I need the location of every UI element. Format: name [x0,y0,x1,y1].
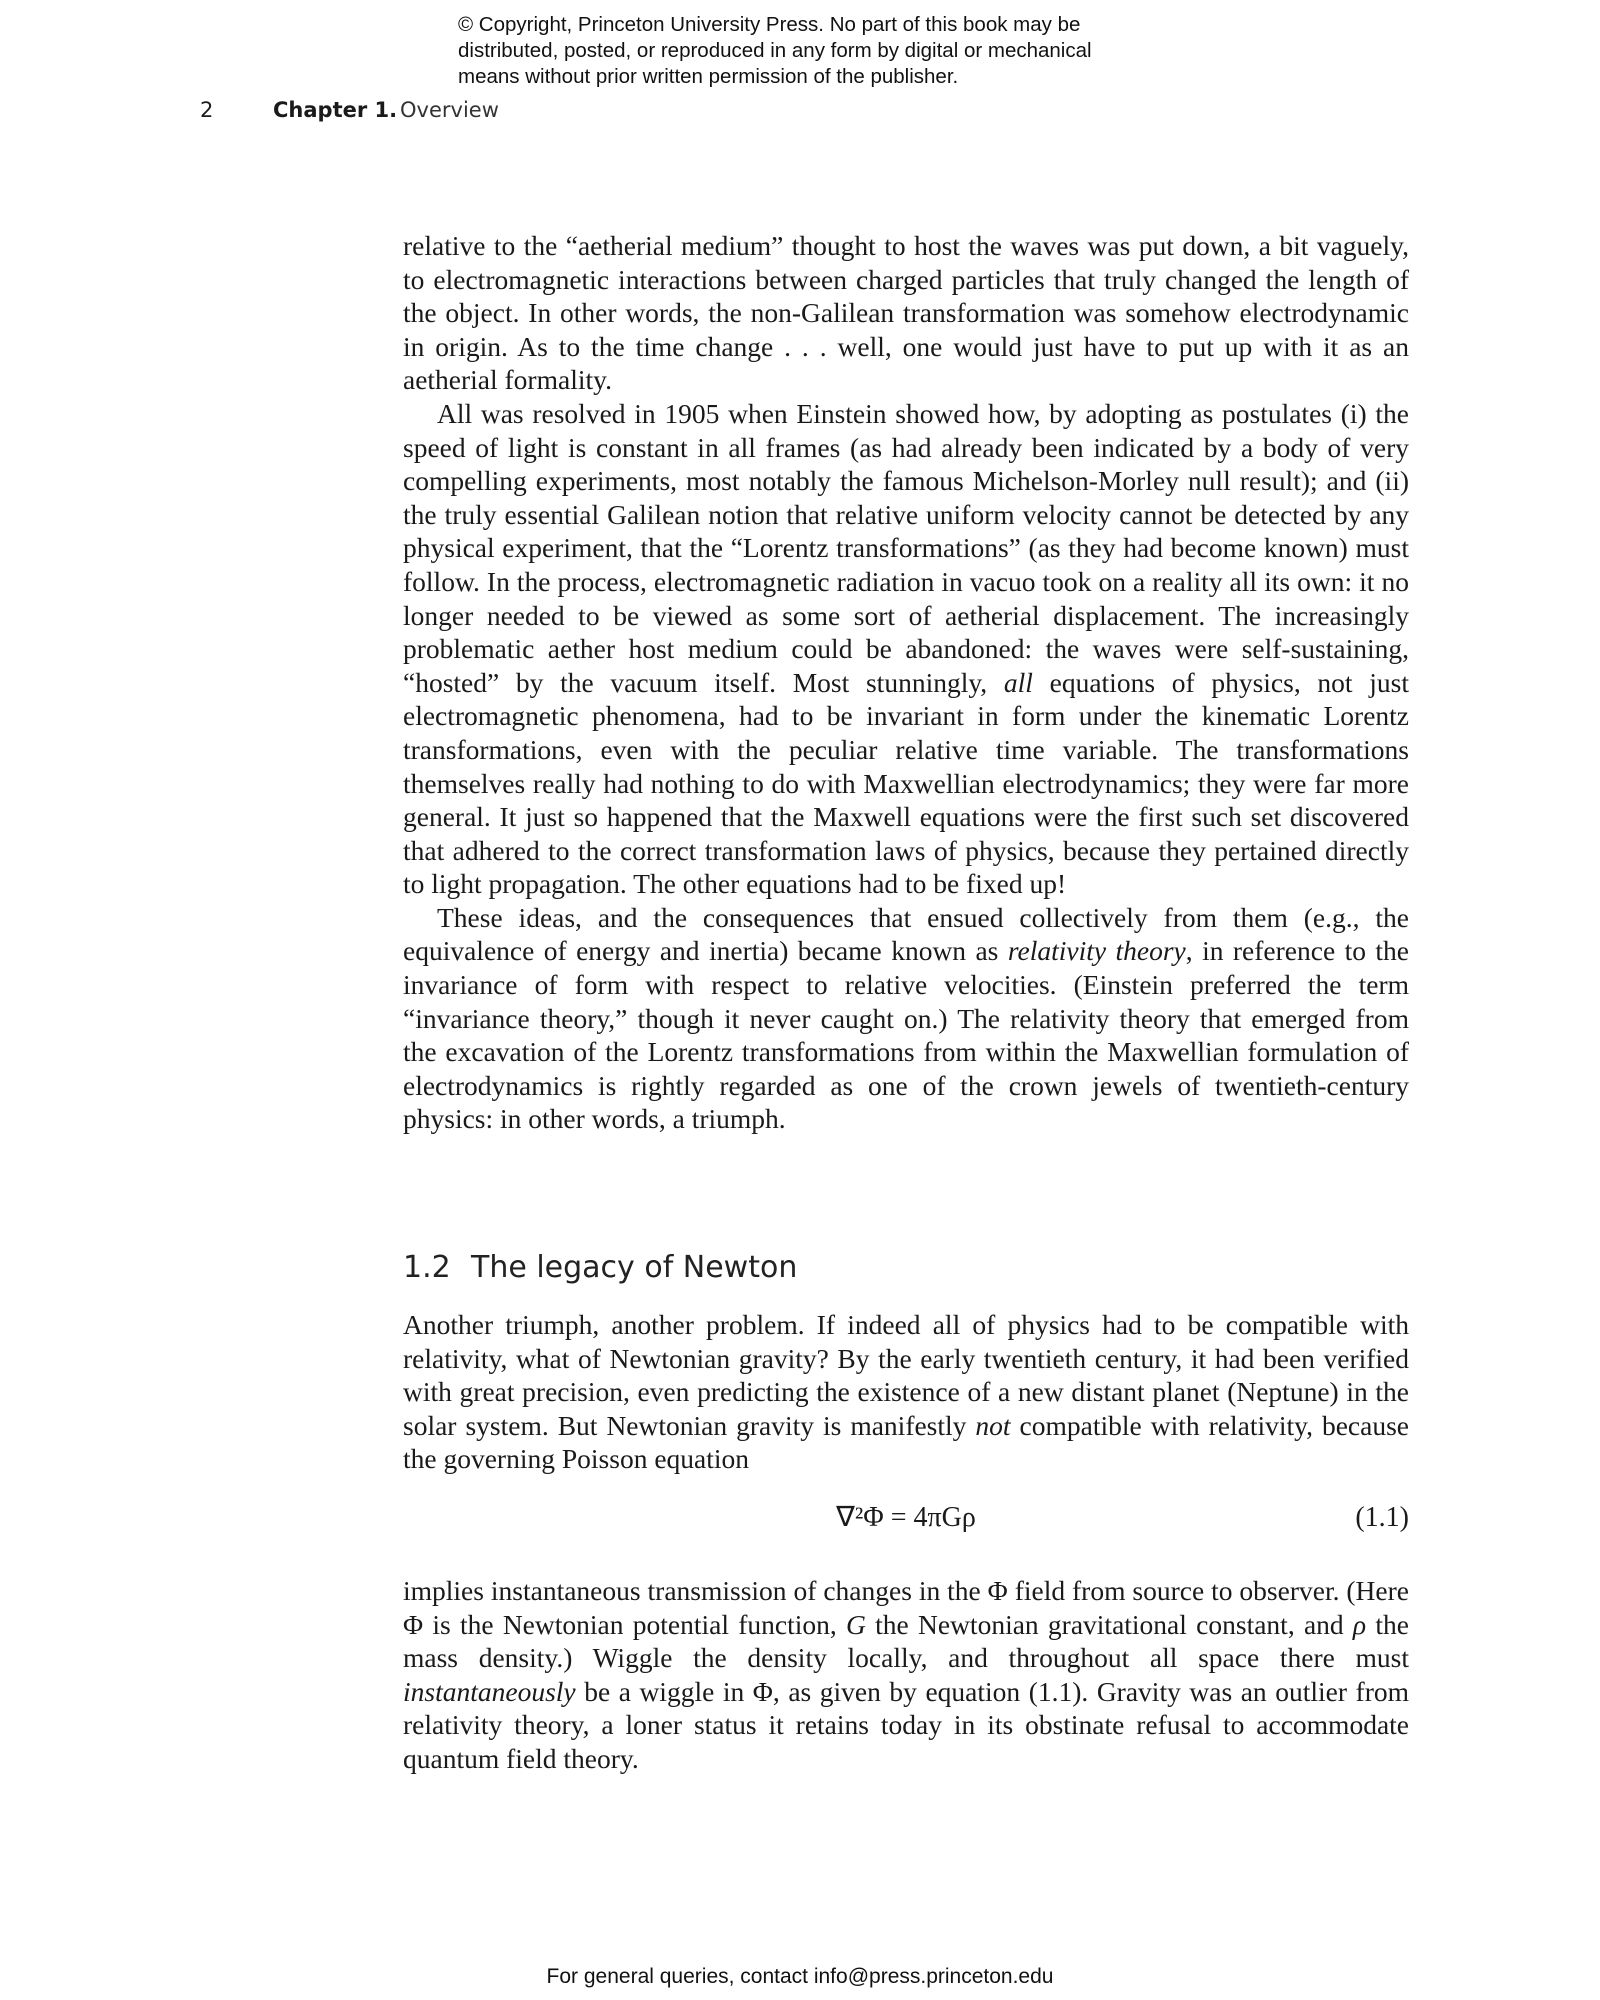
page-number: 2 [200,98,214,122]
section-body-text [403,1574,1409,1776]
text-run: be a wiggle in Φ, as given by equation (1.1). Gravity was an outlier from relativity theory, a loner status it retains today in its obstinate refusal to accommodate quantum field theory. [403,1675,1409,1774]
emphasis: all [1003,666,1033,698]
chapter-title: Overview [400,98,499,122]
running-head [0,95,1600,125]
footer-contact: For general queries, contact info@press.princeton.edu [546,1965,1054,1988]
text-run: implies instantaneous transmission of changes in the Φ field from source to observer. (Here Φ is the Newtonian potential function, [403,1575,1409,1640]
text-run: the Newtonian gravitational constant, and [865,1608,1353,1640]
text-run: equations of physics, not just electromagnetic phenomena, had to be invariant in form under the kinematic Lorentz transformations, even with the peculiar relative time variable. The transformations themselves really had nothing to do with Maxwellian electrodynamics; they were far more general. It just so happened that the Maxwell equations were the first such set discovered that adhered to the correct transformation laws of physics, because they pertained directly to light propagation. The other equations had to be fixed up! [403,666,1409,900]
math-symbol: G [846,1608,866,1640]
chapter-label: Chapter 1. [273,98,398,122]
paragraph [403,1308,1409,1476]
text-run: Another triumph, another problem. If indeed all of physics had to be compatible with relativity, what of Newtonian gravity? By the early twentieth century, it had been verified with great precision, even predicting the existence of a new distant planet (Neptune) in the solar system. But Newtonian gravity is manifestly [403,1309,1409,1441]
equation-number: (1.1) [1355,1502,1409,1533]
section-title: The legacy of Newton [471,1250,798,1285]
text-run: the mass density.) Wiggle the density locally, and throughout all space there must [403,1608,1409,1674]
emphasis: instantaneously [403,1675,576,1707]
copyright-line: distributed, posted, or reproduced in any form by digital or mechanical [458,39,1092,62]
copyright-notice [458,12,1218,90]
emphasis: not [975,1409,1011,1441]
copyright-line: © Copyright, Princeton University Press. No part of this book may be [458,13,1081,36]
equation-row [403,1500,1409,1536]
text-run: These ideas, and the consequences that ensued collectively from them (e.g., the equivalence of energy and inertia) became known as [403,901,1409,967]
paragraph [403,901,1409,1136]
math-symbol: ρ [1352,1608,1367,1640]
paragraph [403,1574,1409,1776]
section-body-text [403,1308,1409,1476]
copyright-line: means without prior written permission of the publisher. [458,65,959,88]
section-number: 1.2 [403,1250,451,1285]
emphasis: relativity theory [1007,935,1186,967]
text-run: compatible with relativity, because the governing Poisson equation [403,1409,1409,1475]
paragraph: relative to the “aetherial medium” thought to host the waves was put down, a bit vaguely, to electromagnetic interactions between charged particles that truly changed the length of the object. In other words, the non-Galilean transformation was somehow electrodynamic in origin. As to the time change . . . well, one would just have to put up with it as an aetherial formality. [403,230,1409,396]
section-heading [403,1250,797,1286]
text-run: , in reference to the invariance of form with respect to relative velocities. (Einstein preferred the term “invariance theory,” though it never caught on.) The relativity theory that emerged from the excavation of the Lorentz transformations from within the Maxwellian formulation of electrodynamics is rightly regarded as one of the crown jewels of twentieth-century physics: in other words, a triumph. [403,935,1409,1135]
body-text [403,229,1409,1136]
equation: ∇²Φ = 4πGρ [836,1502,976,1533]
text-run: All was resolved in 1905 when Einstein showed how, by adopting as postulates (i) the speed of light is constant in all frames (as had already been indicated by a body of very compelling experiments, most notably the famous Michelson-Morley null result); and (ii) the truly essential Galilean notion that relative uniform velocity cannot be detected by any physical experiment, that the “Lorentz transformations” (as they had become known) must follow. In the process, electromagnetic radiation in vacuo took on a reality all its own: it no longer needed to be viewed as some sort of aetherial displacement. The increasingly problematic aether host medium could be abandoned: the waves were self-sustaining, “hosted” by the vacuum itself. Most stunningly, [403,397,1409,698]
paragraph [403,397,1409,901]
